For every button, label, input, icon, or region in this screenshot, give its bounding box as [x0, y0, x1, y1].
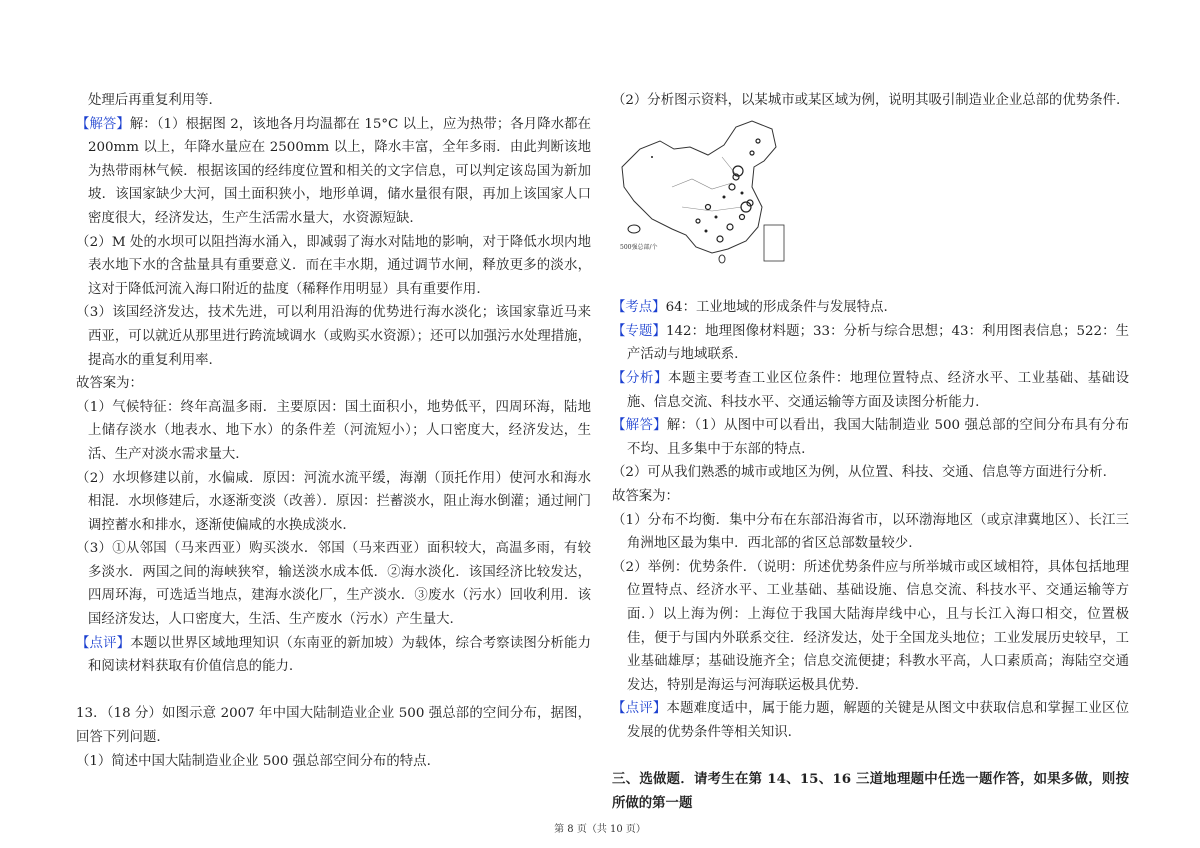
paragraph: （2）可从我们熟悉的城市或地区为例，从位置、科技、交通、信息等方面进行分析. [612, 465, 1107, 481]
review-text: 本题难度适中，属于能力题，解题的关键是从图文中获取信息和掌握工业区位发展的优势条件等相关知识. [627, 701, 1130, 740]
answer-tag: 【解答】 [76, 116, 130, 132]
answer-paragraph [612, 414, 1129, 461]
question-13-part-2: （2）分析图示资料，以某城市或某区域为例，说明其吸引制造业企业总部的优势条件. [612, 93, 1121, 108]
kaodian-paragraph [612, 296, 1129, 320]
zhuanti-paragraph [612, 320, 1129, 367]
paragraph: （2）M 处的水坝可以阻挡海水涌入，即减弱了海水对陆地的影响，对于降低水坝内地表水地下水的含盐量具有重要意义．而在丰水期，通过调节水闸，释放更多的淡水，这对于降低河流入海口附近的盐度（稀释作用明显）具有重要作用. [76, 234, 591, 297]
question-13: 13．（18 分）如图示意 2007 年中国大陆制造业企业 500 强总部的空间分布，据图，回答下列问题. [76, 706, 591, 746]
kaodian-tag: 【考点】 [612, 300, 666, 316]
left-column [76, 89, 591, 773]
kaodian-text: 64：工业地域的形成条件与发展特点. [665, 300, 888, 316]
paragraph: （1）气候特征：终年高温多雨．主要原因：国土面积小，地势低平，四周环海，陆地上储存淡水（地表水、地下水）的条件差（河流短小）；人口密度大，经济发达，生活、生产对淡水需求量大. [76, 399, 591, 462]
paragraph: 处理后再重复利用等. [88, 93, 213, 108]
so-answer-label: 故答案为： [76, 376, 143, 392]
china-map-figure [612, 117, 792, 273]
paragraph: （3）①从邻国（马来西亚）购买淡水．邻国（马来西亚）面积较大，高温多雨，有较多淡水．两国之间的海峡狭窄，输送淡水成本低．②海水淡化．该国经济比较发达，四周环海，可选适当地点，建海水淡化厂，生产淡水．③废水（污水）回收利用．该国经济发达，人口密度大，生活、生产废水（污水）产生量大. [76, 541, 591, 628]
review-paragraph [612, 697, 1129, 744]
page-footer: 第 8 页（共 10 页） [554, 824, 646, 835]
fenxi-paragraph [612, 367, 1129, 414]
paragraph: （2）水坝修建以前，水偏咸．原因：河流水流平缓，海潮（顶托作用）使河水和海水相混．水坝修建后，水逐渐变淡（改善）．原因：拦蓄淡水，阻止海水倒灌；通过闸门调控蓄水和排水，逐渐使偏咸的水换成淡水. [76, 470, 591, 533]
answer-text: 解：（1）从图中可以看出，我国大陆制造业 500 强总部的空间分布具有分布不均、且多集中于东部的特点. [627, 418, 1130, 457]
paragraph: （1）分布不均衡．集中分布在东部沿海省市，以环渤海地区（或京津冀地区）、长江三角洲地区最为集中．西北部的省区总部数量较少. [612, 512, 1129, 552]
review-tag: 【点评】 [76, 635, 131, 651]
map-legend-label: 500强总部/个 [620, 243, 658, 251]
review-paragraph [76, 632, 591, 679]
answer-text: 解：（1）根据图 2，该地各月均温都在 15°C 以上，应为热带；各月降水都在 200mm 以上，年降水量应在 2500mm 以上，降水丰富，全年多雨．由此判断该地为热带雨林气候．根据该国的经纬度位置和相关的文字信息，可以判定该岛国为新加坡．该国家缺少大河，国土面积狭小，地形单调，储水量很有限，再加上该国家人口密度很大，经济发达，生产生活需水量大，水资源短缺. [88, 116, 591, 226]
answer-tag: 【解答】 [612, 418, 667, 434]
zhuanti-text: 142：地理图像材料题；33：分析与综合思想；43：利用图表信息；522：生产活动与地域联系. [627, 323, 1129, 363]
answer-paragraph [76, 113, 591, 231]
zhuanti-tag: 【专题】 [612, 323, 666, 339]
section-3-heading: 三、选做题．请考生在第 14、15、16 三道地理题中任选一题作答，如果多做，则按所做的第一题 [612, 771, 1129, 811]
paragraph: （3）该国经济发达，技术先进，可以利用沿海的优势进行海水淡化；该国家靠近马来西亚，可以就近从那里进行跨流域调水（或购买水资源）；还可以加强污水处理措施，提高水的重复利用率. [76, 305, 591, 368]
paragraph: （2）举例：优势条件．（说明：所述优势条件应与所举城市或区域相符，具体包括地理位置特点、经济水平、工业基础、基础设施、信息交流、科技水平、交通运输等方面．）以上海为例：上海位于我国大陆海岸线中心，且与长江入海口相交，位置极佳，便于与国内外联系交往．经济发达，处于全国龙头地位；工业发展历史较早，工业基础雄厚；基础设施齐全；信息交流便捷；科教水平高，人口素质高；海陆空交通发达，特别是海运与河海联运极具优势. [612, 559, 1129, 693]
fenxi-tag: 【分析】 [612, 370, 668, 386]
right-column [612, 89, 1129, 815]
question-13-part-1: （1）简述中国大陆制造业企业 500 强总部空间分布的特点. [76, 753, 431, 769]
fenxi-text: 本题主要考查工业区位条件：地理位置特点、经济水平、工业基础、基础设施、信息交流、科技水平、交通运输等方面及读图分析能力. [627, 370, 1130, 410]
so-answer-label: 故答案为： [612, 488, 679, 504]
review-text: 本题以世界区域地理知识（东南亚的新加坡）为载体，综合考察读图分析能力和阅读材料获取有价值信息的能力. [88, 635, 592, 675]
review-tag: 【点评】 [612, 701, 667, 717]
